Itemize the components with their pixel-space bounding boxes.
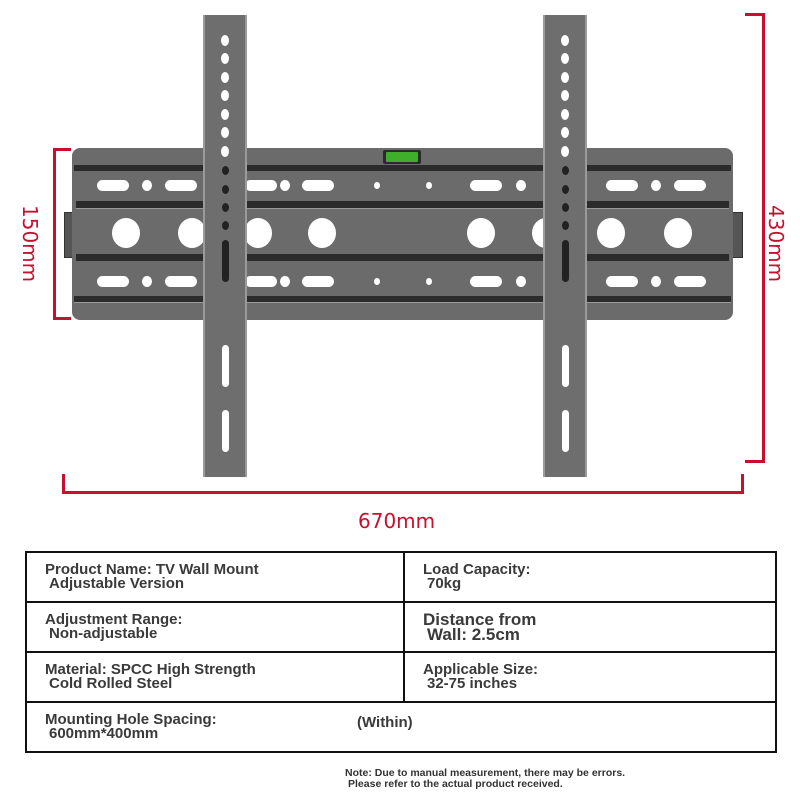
- spec-load-capacity: Load Capacity: 70kg: [404, 552, 776, 602]
- bubble-level-icon: [383, 150, 421, 164]
- spec-product-name: Product Name: TV Wall Mount Adjustable Version: [26, 552, 404, 602]
- table-row: [26, 702, 776, 752]
- width-dimension-label: 670mm: [358, 509, 436, 533]
- table-row: [26, 602, 776, 652]
- table-row: [26, 652, 776, 702]
- measurement-note: Note: Due to manual measurement, there may be errors. Please refer to the actual product received.: [345, 767, 626, 790]
- spec-distance-from-wall: Distance from Wall: 2.5cm: [404, 602, 776, 652]
- spec-adjustment-range: Adjustment Range: Non-adjustable: [26, 602, 404, 652]
- spec-mounting-hole-spacing: Mounting Hole Spacing: 600mm*400mm (Within): [26, 702, 776, 752]
- spec-material: Material: SPCC High Strength Cold Rolled Steel: [26, 652, 404, 702]
- spec-table: [25, 551, 777, 753]
- left-vertical-arm: [203, 15, 247, 477]
- table-row: [26, 552, 776, 602]
- spec-applicable-size: Applicable Size: 32-75 inches: [404, 652, 776, 702]
- height-dimension-label: 430mm: [764, 205, 788, 283]
- plate-height-dimension-label: 150mm: [18, 205, 42, 283]
- spec-within-label: (Within): [357, 714, 413, 731]
- right-vertical-arm: [543, 15, 587, 477]
